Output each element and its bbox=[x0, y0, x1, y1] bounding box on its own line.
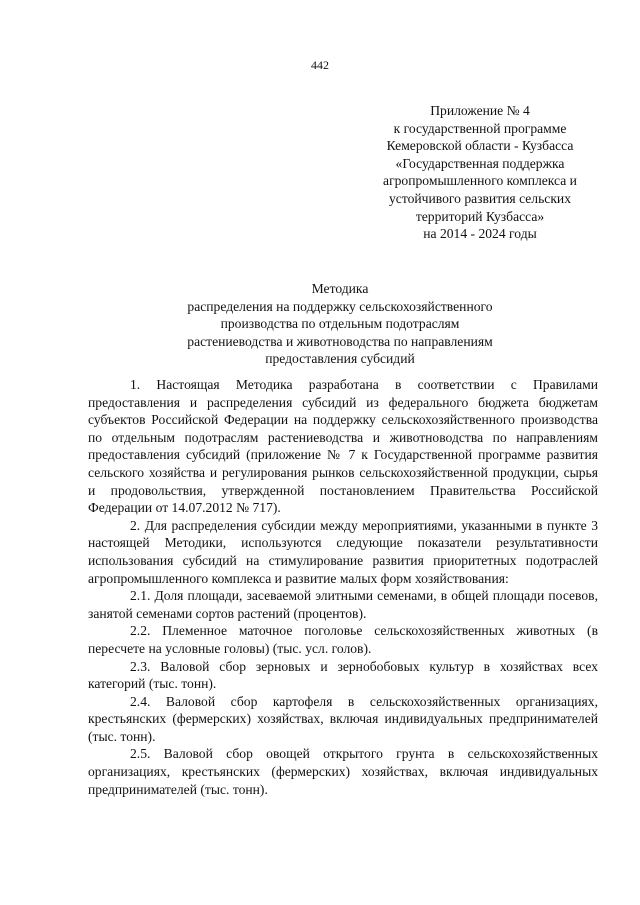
title-line: предоставления субсидий bbox=[265, 351, 415, 367]
paragraph-2-2: 2.2. Племенное маточное поголовье сельскохозяйственных животных (в пересчете на условные головы) (тыс. усл. голов). bbox=[88, 623, 598, 656]
title-line: распределения на поддержку сельскохозяйственного bbox=[187, 298, 493, 314]
appendix-line: к государственной программе bbox=[393, 120, 567, 136]
appendix-line: «Государственная поддержка bbox=[395, 155, 565, 171]
paragraph-2-5: 2.5. Валовой сбор овощей открытого грунта в сельскохозяйственных организациях, крестьянских (фермерских) хозяйствах, включая индивидуальных предпринимателей (тыс. тонн). bbox=[88, 746, 598, 797]
document-title bbox=[100, 280, 580, 368]
title-line: растениеводства и животноводства по направлениям bbox=[187, 333, 493, 349]
paragraph-2-4: 2.4. Валовой сбор картофеля в сельскохозяйственных организациях, крестьянских (фермерских) хозяйствах, включая индивидуальных предпринимателей (тыс. тонн). bbox=[88, 693, 598, 744]
appendix-line: устойчивого развития сельских bbox=[388, 190, 571, 206]
appendix-line: территорий Кузбасса» bbox=[415, 208, 545, 224]
paragraph-1: 1. Настоящая Методика разработана в соответствии с Правилами предоставления и распределения субсидий из федерального бюджета бюджетам субъектов Российской Федерации на поддержку сельскохозяйственного производства по отдельным подотраслям растениеводства и животноводства по направлениям предоставления субсидий (приложение № 7 к Государственной программе развития сельского хозяйства и регулирования рынков сельскохозяйственной продукции, сырья и продовольствия, утвержденной постановлением Правительства Российской Федерации от 14.07.2012 № 717). bbox=[88, 377, 598, 516]
title-line: Методика bbox=[311, 281, 369, 296]
appendix-line: агропромышленного комплекса и bbox=[383, 173, 577, 189]
paragraph-2: 2. Для распределения субсидии между мероприятиями, указанными в пункте 3 настоящей Методики, используются следующие показатели результативности использования субсидий на стимулирование развития приоритетных подотраслей агропромышленного комплекса и развитие малых форм хозяйствования: bbox=[88, 517, 598, 586]
appendix-line: Кемеровской области - Кузбасса bbox=[386, 138, 574, 154]
appendix-header bbox=[360, 102, 600, 243]
title-line: производства по отдельным подотраслям bbox=[220, 316, 460, 332]
paragraph-2-1: 2.1. Доля площади, засеваемой элитными семенами, в общей площади посевов, занятой семенами сортов растений (процентов). bbox=[88, 588, 598, 621]
document-body bbox=[88, 376, 598, 798]
paragraph-2-3: 2.3. Валовой сбор зерновых и зернобобовых культур в хозяйствах всех категорий (тыс. тонн). bbox=[88, 658, 598, 692]
appendix-line: Приложение № 4 bbox=[430, 103, 530, 118]
appendix-line: на 2014 - 2024 годы bbox=[423, 226, 537, 242]
page-number: 442 bbox=[311, 58, 329, 72]
